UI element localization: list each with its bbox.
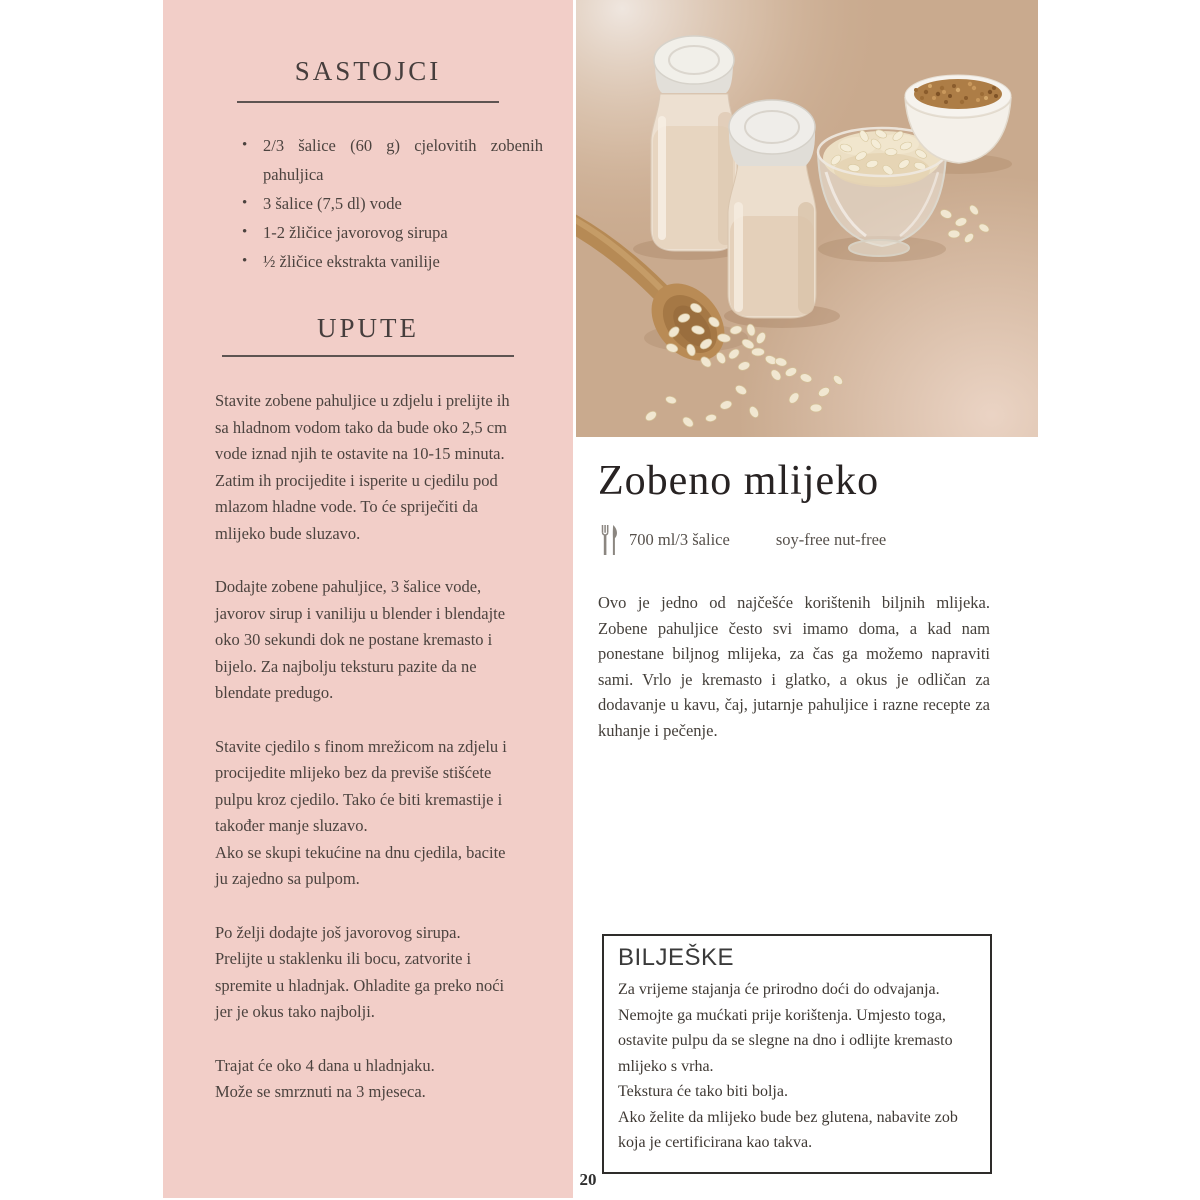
dietary-tags: soy-free nut-free [775, 530, 887, 549]
instruction-step [215, 1053, 513, 1106]
instructions-rule [222, 355, 514, 357]
instructions-steps [215, 388, 513, 1133]
ingredients-rule [237, 101, 499, 103]
ingredients-heading: SASTOJCI [294, 56, 442, 86]
step-text: Stavite zobene pahuljice u zdjelu i prelijte ih sa hladnom vodom tako da bude oko 2,5 cm vode iznad njih te ostavite na 10-15 minuta. [215, 391, 510, 463]
step-text: Ako se skupi tekućine na dnu cjedila, bacite ju zajedno sa pulpom. [215, 842, 506, 888]
ingredients-panel [163, 0, 573, 1198]
ingredient-item [240, 218, 543, 247]
notes-paragraph: Za vrijeme stajanja će prirodno doći do odvajanja. Nemojte ga mućkati prije korištenja. Umjesto toga, ostavite pulpu da se slegne na dno i odlijte kremasto mlijeko s vrha. [618, 981, 953, 1075]
bullet-icon: • [242, 253, 248, 269]
notes-box [602, 934, 992, 1174]
ingredient-item [240, 189, 543, 218]
instruction-step [215, 388, 513, 547]
recipe-photo [576, 0, 1038, 437]
milk-bottle-back [651, 36, 737, 251]
bullet-icon: • [242, 195, 248, 211]
ingredient-item [240, 247, 543, 276]
instructions-heading: UPUTE [317, 313, 419, 343]
notes-paragraph: Ako želite da mlijeko bude bez glutena, nabavite zob koja je certificirana kao takva. [618, 1108, 958, 1151]
step-text: Prelijte u staklenku ili bocu, zatvorite i spremite u hladnjak. Ohladite ga preko noći jer je okus tako najbolji. [215, 949, 505, 1021]
page-number: 20 [579, 1170, 597, 1189]
step-text: Trajat će oko 4 dana u hladnjaku. [215, 1055, 435, 1075]
ingredient-text: 3 šalice (7,5 dl) vode [263, 194, 402, 213]
servings-text: 700 ml/3 šalice [629, 530, 730, 549]
ingredient-text: ½ žličice ekstrakta vanilije [263, 252, 440, 271]
instruction-step [215, 920, 513, 1026]
ingredient-text: 2/3 šalice (60 g) cjelovitih zobenih pahuljica [263, 136, 543, 184]
fork-and-knife-icon [600, 524, 619, 556]
notes-heading: BILJEŠKE [618, 944, 735, 971]
recipe-meta [600, 524, 886, 556]
instruction-step [215, 574, 513, 707]
step-text: Može se smrznuti na 3 mjeseca. [215, 1082, 426, 1101]
step-text: Po želji dodajte još javorovog sirupa. [215, 922, 461, 942]
page-title: Zobeno mlijeko [598, 458, 880, 504]
recipe-description: Ovo je jedno od najčešće korištenih biljnih mlijeka. Zobene pahuljice često svi imamo doma, a kad nam ponestane biljnog mlijeka, za čas ga možemo napraviti sami. Vrlo je kremasto i glatko, a okus je odličan za dodavanje u kavu, čaj, jutarnje pahuljice i razne recepte za kuhanje i pečenje. [598, 593, 990, 740]
step-text: Stavite cjedilo s finom mrežicom na zdjelu i procijedite mlijeko bez da previše stišćete pulpu kroz cjedilo. Tako će biti kremastije i također manje sluzavo. [215, 736, 507, 835]
notes-paragraph: Tekstura će tako biti bolja. [618, 1083, 788, 1100]
ingredients-list [240, 131, 543, 276]
instruction-step [215, 734, 513, 893]
step-text: Zatim ih procijedite i isperite u cjedilu pod mlazom hladne vode. To će spriječiti da mlijeko bude sluzavo. [215, 470, 498, 543]
ingredient-item [240, 131, 543, 189]
bullet-icon: • [242, 224, 248, 240]
step-text: Dodajte zobene pahuljice, 3 šalice vode, javorov sirup i vaniliju u blender i blendajte oko 30 sekundi dok ne postane kremasto i bijelo. Za najbolju teksturu pazite da ne blendate predugo. [215, 577, 506, 702]
milk-bottle-front [728, 100, 816, 318]
ingredient-text: 1-2 žličice javorovog sirupa [263, 223, 448, 242]
bullet-icon: • [242, 137, 248, 153]
